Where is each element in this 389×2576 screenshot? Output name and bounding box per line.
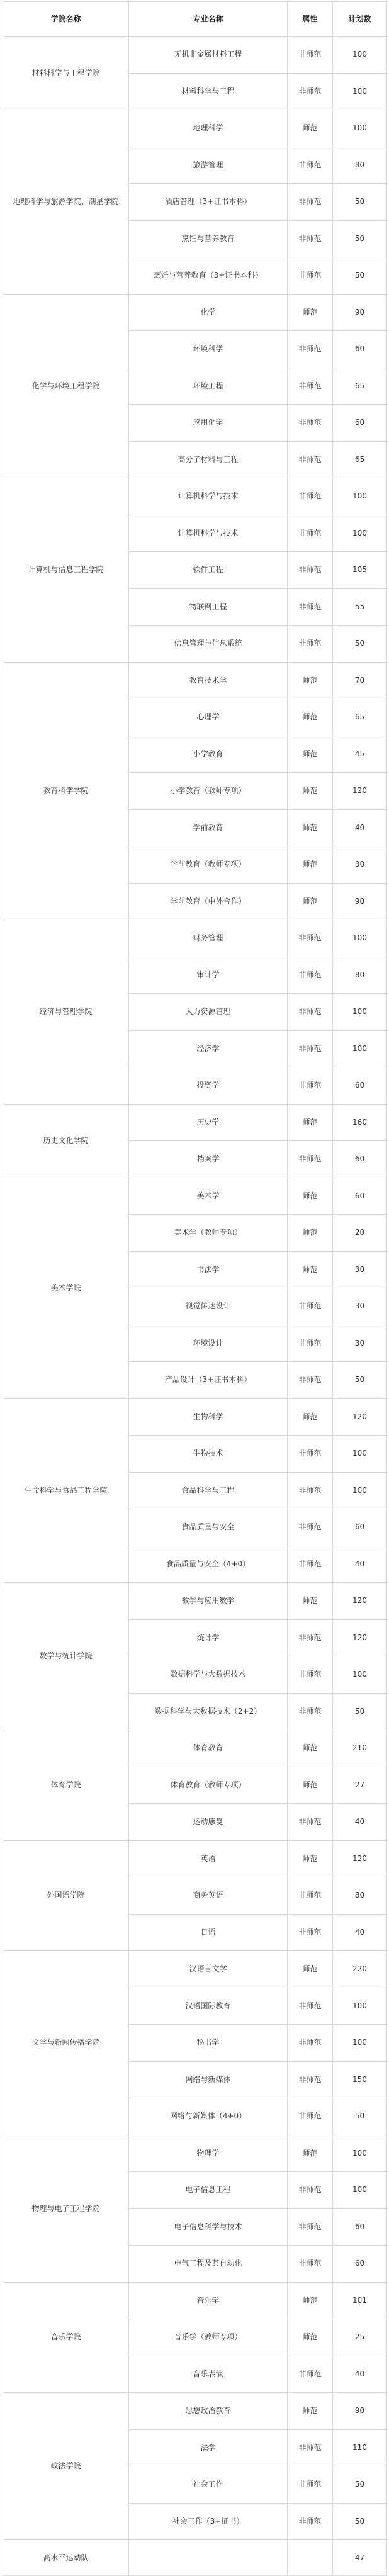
plan-count-cell: 160: [333, 1104, 387, 1141]
enrollment-plan-table: [3, 1, 387, 2576]
plan-count-cell: 101: [333, 2282, 387, 2319]
major-name-cell: 地理科学: [129, 110, 288, 147]
attribute-cell: 非师范: [288, 368, 333, 405]
college-name-cell: 历史文化学院: [3, 1104, 129, 1178]
major-name-cell: 烹饪与营养教育（3+证书本科）: [129, 257, 288, 295]
attribute-cell: 非师范: [288, 957, 333, 994]
attribute-cell: 非师范: [288, 478, 333, 515]
plan-count-cell: 220: [333, 1951, 387, 1988]
major-name-cell: 统计学: [129, 1619, 288, 1656]
attribute-cell: 师范: [288, 2282, 333, 2319]
plan-count-cell: 50: [333, 1362, 387, 1399]
attribute-cell: 非师范: [288, 1325, 333, 1362]
plan-count-cell: 60: [333, 1141, 387, 1178]
plan-count-cell: 60: [333, 405, 387, 442]
major-name-cell: 网络与新媒体（4+0）: [129, 2098, 288, 2135]
major-name-cell: 学前教育（教师专项）: [129, 846, 288, 884]
plan-count-cell: 80: [333, 1877, 387, 1915]
table-row: [3, 662, 387, 699]
attribute-cell: 非师范: [288, 257, 333, 295]
plan-count-cell: 70: [333, 662, 387, 699]
plan-count-cell: 210: [333, 1730, 387, 1767]
major-name-cell: [129, 2540, 288, 2576]
plan-count-cell: 120: [333, 773, 387, 810]
attribute-cell: 非师范: [288, 1141, 333, 1178]
plan-count-cell: 30: [333, 1325, 387, 1362]
attribute-cell: 师范: [288, 1215, 333, 1252]
table-row: [3, 1583, 387, 1620]
attribute-cell: 非师范: [288, 2025, 333, 2062]
plan-count-cell: 65: [333, 368, 387, 405]
college-name-cell: 外国语学院: [3, 1840, 129, 1951]
major-name-cell: 环境工程: [129, 368, 288, 405]
major-name-cell: 无机非金属材料工程: [129, 37, 288, 74]
plan-count-cell: 30: [333, 1288, 387, 1325]
plan-count-cell: 60: [333, 2246, 387, 2283]
plan-count-cell: 110: [333, 2429, 387, 2466]
major-name-cell: 财务管理: [129, 920, 288, 957]
plan-count-cell: 100: [333, 994, 387, 1031]
plan-count-cell: 20: [333, 1215, 387, 1252]
major-name-cell: 汉语言文学: [129, 1951, 288, 1988]
plan-count-cell: 100: [333, 920, 387, 957]
header-plan: 计划数: [333, 2, 387, 37]
table-row: [3, 1840, 387, 1877]
attribute-cell: 非师范: [288, 1656, 333, 1694]
major-name-cell: 人力资源管理: [129, 994, 288, 1031]
attribute-cell: 师范: [288, 1840, 333, 1877]
major-name-cell: 商务英语: [129, 1877, 288, 1915]
plan-count-cell: 50: [333, 257, 387, 295]
header-row: [3, 2, 387, 37]
attribute-cell: 非师范: [288, 920, 333, 957]
major-name-cell: 烹饪与营养教育: [129, 220, 288, 257]
attribute-cell: 非师范: [288, 1693, 333, 1730]
attribute-cell: 非师范: [288, 73, 333, 110]
major-name-cell: 投资学: [129, 1067, 288, 1105]
college-name-cell: 美术学院: [3, 1178, 129, 1398]
major-name-cell: 音乐学（教师专项）: [129, 2319, 288, 2356]
major-name-cell: 体育教育（教师专项）: [129, 1767, 288, 1804]
plan-count-cell: 47: [333, 2540, 387, 2576]
attribute-cell: 非师范: [288, 1509, 333, 1546]
college-name-cell: 数学与统计学院: [3, 1583, 129, 1730]
plan-count-cell: 50: [333, 2098, 387, 2135]
table-row: [3, 1951, 387, 1988]
college-name-cell: 化学与环境工程学院: [3, 294, 129, 478]
table-row: [3, 2540, 387, 2576]
major-name-cell: 化学: [129, 294, 288, 331]
college-name-cell: 教育科学学院: [3, 662, 129, 920]
table-row: [3, 1730, 387, 1767]
major-name-cell: 日语: [129, 1914, 288, 1951]
attribute-cell: 非师范: [288, 515, 333, 552]
major-name-cell: 档案学: [129, 1141, 288, 1178]
attribute-cell: 非师范: [288, 2172, 333, 2209]
major-name-cell: 历史学: [129, 1104, 288, 1141]
attribute-cell: 师范: [288, 736, 333, 773]
attribute-cell: 非师范: [288, 1472, 333, 1509]
attribute-cell: 非师范: [288, 331, 333, 368]
major-name-cell: 环境科学: [129, 331, 288, 368]
plan-count-cell: 60: [333, 2208, 387, 2246]
plan-count-cell: 60: [333, 1067, 387, 1105]
major-name-cell: 数据科学与大数据技术（2+2）: [129, 1693, 288, 1730]
attribute-cell: 非师范: [288, 441, 333, 478]
major-name-cell: 小学教育: [129, 736, 288, 773]
plan-count-cell: 80: [333, 147, 387, 184]
major-name-cell: 应用化学: [129, 405, 288, 442]
plan-count-cell: 25: [333, 2319, 387, 2356]
plan-count-cell: 65: [333, 441, 387, 478]
plan-count-cell: 50: [333, 184, 387, 221]
attribute-cell: 师范: [288, 846, 333, 884]
plan-count-cell: 120: [333, 1583, 387, 1620]
major-name-cell: 学前教育（中外合作）: [129, 883, 288, 920]
major-name-cell: 食品质量与安全: [129, 1509, 288, 1546]
table-row: [3, 294, 387, 331]
attribute-cell: 非师范: [288, 2429, 333, 2466]
major-name-cell: 社会工作（3+证书）: [129, 2503, 288, 2540]
college-name-cell: 物理与电子工程学院: [3, 2135, 129, 2282]
plan-count-cell: 100: [333, 2172, 387, 2209]
major-name-cell: 高分子材料与工程: [129, 441, 288, 478]
major-name-cell: 法学: [129, 2429, 288, 2466]
attribute-cell: 非师范: [288, 1877, 333, 1915]
attribute-cell: 师范: [288, 883, 333, 920]
attribute-cell: 非师范: [288, 405, 333, 442]
plan-count-cell: 45: [333, 736, 387, 773]
attribute-cell: 师范: [288, 809, 333, 846]
major-name-cell: 经济学: [129, 1030, 288, 1067]
major-name-cell: 书法学: [129, 1251, 288, 1288]
major-name-cell: 食品质量与安全（4+0）: [129, 1546, 288, 1583]
plan-count-cell: 90: [333, 2393, 387, 2430]
major-name-cell: 运动康复: [129, 1804, 288, 1841]
major-name-cell: 小学教育（教师专项）: [129, 773, 288, 810]
major-name-cell: 秘书学: [129, 2025, 288, 2062]
attribute-cell: 非师范: [288, 2466, 333, 2504]
table-row: [3, 110, 387, 147]
header-college: 学院名称: [3, 2, 129, 37]
plan-count-cell: 50: [333, 2466, 387, 2504]
table-row: [3, 37, 387, 74]
major-name-cell: 音乐表演: [129, 2356, 288, 2393]
major-name-cell: 生物科学: [129, 1398, 288, 1436]
plan-count-cell: 150: [333, 2061, 387, 2098]
major-name-cell: 电气工程及其自动化: [129, 2246, 288, 2283]
table-row: [3, 2393, 387, 2430]
attribute-cell: 非师范: [288, 588, 333, 626]
header-attr: 属性: [288, 2, 333, 37]
plan-count-cell: 100: [333, 1030, 387, 1067]
plan-count-cell: 100: [333, 73, 387, 110]
attribute-cell: 非师范: [288, 626, 333, 663]
major-name-cell: 计算机科学与技术: [129, 515, 288, 552]
plan-count-cell: 50: [333, 2503, 387, 2540]
table-row: [3, 1398, 387, 1436]
attribute-cell: 非师范: [288, 1067, 333, 1105]
plan-count-cell: 100: [333, 2025, 387, 2062]
attribute-cell: 非师范: [288, 2208, 333, 2246]
major-name-cell: 数据科学与大数据技术: [129, 1656, 288, 1694]
major-name-cell: 数学与应用数学: [129, 1583, 288, 1620]
attribute-cell: 非师范: [288, 1619, 333, 1656]
attribute-cell: 非师范: [288, 1030, 333, 1067]
attribute-cell: 师范: [288, 1178, 333, 1215]
plan-count-cell: 50: [333, 1693, 387, 1730]
table-row: [3, 1178, 387, 1215]
plan-count-cell: 120: [333, 1619, 387, 1656]
attribute-cell: 师范: [288, 1583, 333, 1620]
attribute-cell: 非师范: [288, 220, 333, 257]
attribute-cell: 师范: [288, 1398, 333, 1436]
plan-count-cell: 100: [333, 1988, 387, 2025]
major-name-cell: 旅游管理: [129, 147, 288, 184]
plan-count-cell: 90: [333, 294, 387, 331]
attribute-cell: 非师范: [288, 184, 333, 221]
major-name-cell: 物联网工程: [129, 588, 288, 626]
attribute-cell: 非师范: [288, 37, 333, 74]
header-major: 专业名称: [129, 2, 288, 37]
major-name-cell: 物理学: [129, 2135, 288, 2172]
college-name-cell: 经济与管理学院: [3, 920, 129, 1105]
attribute-cell: 非师范: [288, 1288, 333, 1325]
major-name-cell: 音乐学: [129, 2282, 288, 2319]
major-name-cell: 环境设计: [129, 1325, 288, 1362]
major-name-cell: 食品科学与工程: [129, 1472, 288, 1509]
plan-count-cell: 120: [333, 1398, 387, 1436]
attribute-cell: 非师范: [288, 1914, 333, 1951]
major-name-cell: 教育技术学: [129, 662, 288, 699]
attribute-cell: 非师范: [288, 1436, 333, 1473]
major-name-cell: 计算机科学与技术: [129, 478, 288, 515]
plan-count-cell: 80: [333, 957, 387, 994]
attribute-cell: 非师范: [288, 2246, 333, 2283]
attribute-cell: 师范: [288, 2319, 333, 2356]
plan-count-cell: 120: [333, 1840, 387, 1877]
attribute-cell: 师范: [288, 1767, 333, 1804]
attribute-cell: 非师范: [288, 994, 333, 1031]
table-row: [3, 920, 387, 957]
major-name-cell: 材料科学与工程: [129, 73, 288, 110]
table-row: [3, 2135, 387, 2172]
major-name-cell: 生物技术: [129, 1436, 288, 1473]
plan-count-cell: 30: [333, 1251, 387, 1288]
plan-count-cell: 100: [333, 1656, 387, 1694]
major-name-cell: 信息管理与信息系统: [129, 626, 288, 663]
major-name-cell: 体育教育: [129, 1730, 288, 1767]
attribute-cell: 师范: [288, 294, 333, 331]
plan-count-cell: 100: [333, 37, 387, 74]
table-row: [3, 1104, 387, 1141]
major-name-cell: 酒店管理（3+证书本科）: [129, 184, 288, 221]
plan-count-cell: 90: [333, 883, 387, 920]
college-name-cell: 音乐学院: [3, 2282, 129, 2393]
attribute-cell: 非师范: [288, 552, 333, 589]
attribute-cell: 非师范: [288, 2061, 333, 2098]
attribute-cell: 非师范: [288, 1988, 333, 2025]
plan-count-cell: 100: [333, 1436, 387, 1473]
plan-count-cell: 40: [333, 1546, 387, 1583]
attribute-cell: 师范: [288, 110, 333, 147]
attribute-cell: [288, 2540, 333, 2576]
attribute-cell: 非师范: [288, 1804, 333, 1841]
plan-count-cell: 40: [333, 1914, 387, 1951]
college-name-cell: 文学与新闻传播学院: [3, 1951, 129, 2135]
plan-count-cell: 40: [333, 2356, 387, 2393]
plan-count-cell: 65: [333, 699, 387, 736]
attribute-cell: 师范: [288, 2393, 333, 2430]
plan-count-cell: 40: [333, 809, 387, 846]
table-row: [3, 478, 387, 515]
major-name-cell: 汉语国际教育: [129, 1988, 288, 2025]
major-name-cell: 电子信息科学与技术: [129, 2208, 288, 2246]
attribute-cell: 师范: [288, 773, 333, 810]
plan-count-cell: 50: [333, 220, 387, 257]
major-name-cell: 软件工程: [129, 552, 288, 589]
attribute-cell: 非师范: [288, 2503, 333, 2540]
college-name-cell: 政法学院: [3, 2393, 129, 2540]
attribute-cell: 非师范: [288, 147, 333, 184]
attribute-cell: 非师范: [288, 1546, 333, 1583]
plan-count-cell: 105: [333, 552, 387, 589]
attribute-cell: 师范: [288, 2135, 333, 2172]
plan-count-cell: 100: [333, 478, 387, 515]
major-name-cell: 审计学: [129, 957, 288, 994]
plan-count-cell: 60: [333, 1178, 387, 1215]
college-name-cell: 生命科学与食品工程学院: [3, 1398, 129, 1583]
attribute-cell: 师范: [288, 662, 333, 699]
major-name-cell: 美术学: [129, 1178, 288, 1215]
plan-count-cell: 100: [333, 2135, 387, 2172]
plan-count-cell: 60: [333, 1509, 387, 1546]
college-name-cell: 材料科学与工程学院: [3, 37, 129, 110]
plan-count-cell: 50: [333, 626, 387, 663]
major-name-cell: 社会工作: [129, 2466, 288, 2504]
major-name-cell: 电子信息工程: [129, 2172, 288, 2209]
major-name-cell: 网络与新媒体: [129, 2061, 288, 2098]
plan-count-cell: 27: [333, 1767, 387, 1804]
college-name-cell: 高水平运动队: [3, 2540, 129, 2576]
college-name-cell: 体育学院: [3, 1730, 129, 1841]
table-body: [3, 37, 387, 2576]
attribute-cell: 非师范: [288, 1362, 333, 1399]
major-name-cell: 视觉传达设计: [129, 1288, 288, 1325]
major-name-cell: 学前教育: [129, 809, 288, 846]
major-name-cell: 产品设计（3+证书本科）: [129, 1362, 288, 1399]
college-name-cell: 计算机与信息工程学院: [3, 478, 129, 663]
attribute-cell: 师范: [288, 1251, 333, 1288]
plan-count-cell: 55: [333, 588, 387, 626]
plan-count-cell: 100: [333, 515, 387, 552]
table-row: [3, 2282, 387, 2319]
attribute-cell: 师范: [288, 1730, 333, 1767]
plan-count-cell: 60: [333, 331, 387, 368]
attribute-cell: 非师范: [288, 2098, 333, 2135]
attribute-cell: 师范: [288, 699, 333, 736]
attribute-cell: 非师范: [288, 2356, 333, 2393]
attribute-cell: 师范: [288, 1104, 333, 1141]
plan-count-cell: 40: [333, 1804, 387, 1841]
plan-count-cell: 30: [333, 846, 387, 884]
major-name-cell: 思想政治教育: [129, 2393, 288, 2430]
college-name-cell: 地理科学与旅游学院、潮星学院: [3, 110, 129, 295]
major-name-cell: 英语: [129, 1840, 288, 1877]
plan-count-cell: 100: [333, 1472, 387, 1509]
attribute-cell: 师范: [288, 1951, 333, 1988]
plan-count-cell: 100: [333, 110, 387, 147]
major-name-cell: 美术学（教师专项）: [129, 1215, 288, 1252]
major-name-cell: 心理学: [129, 699, 288, 736]
